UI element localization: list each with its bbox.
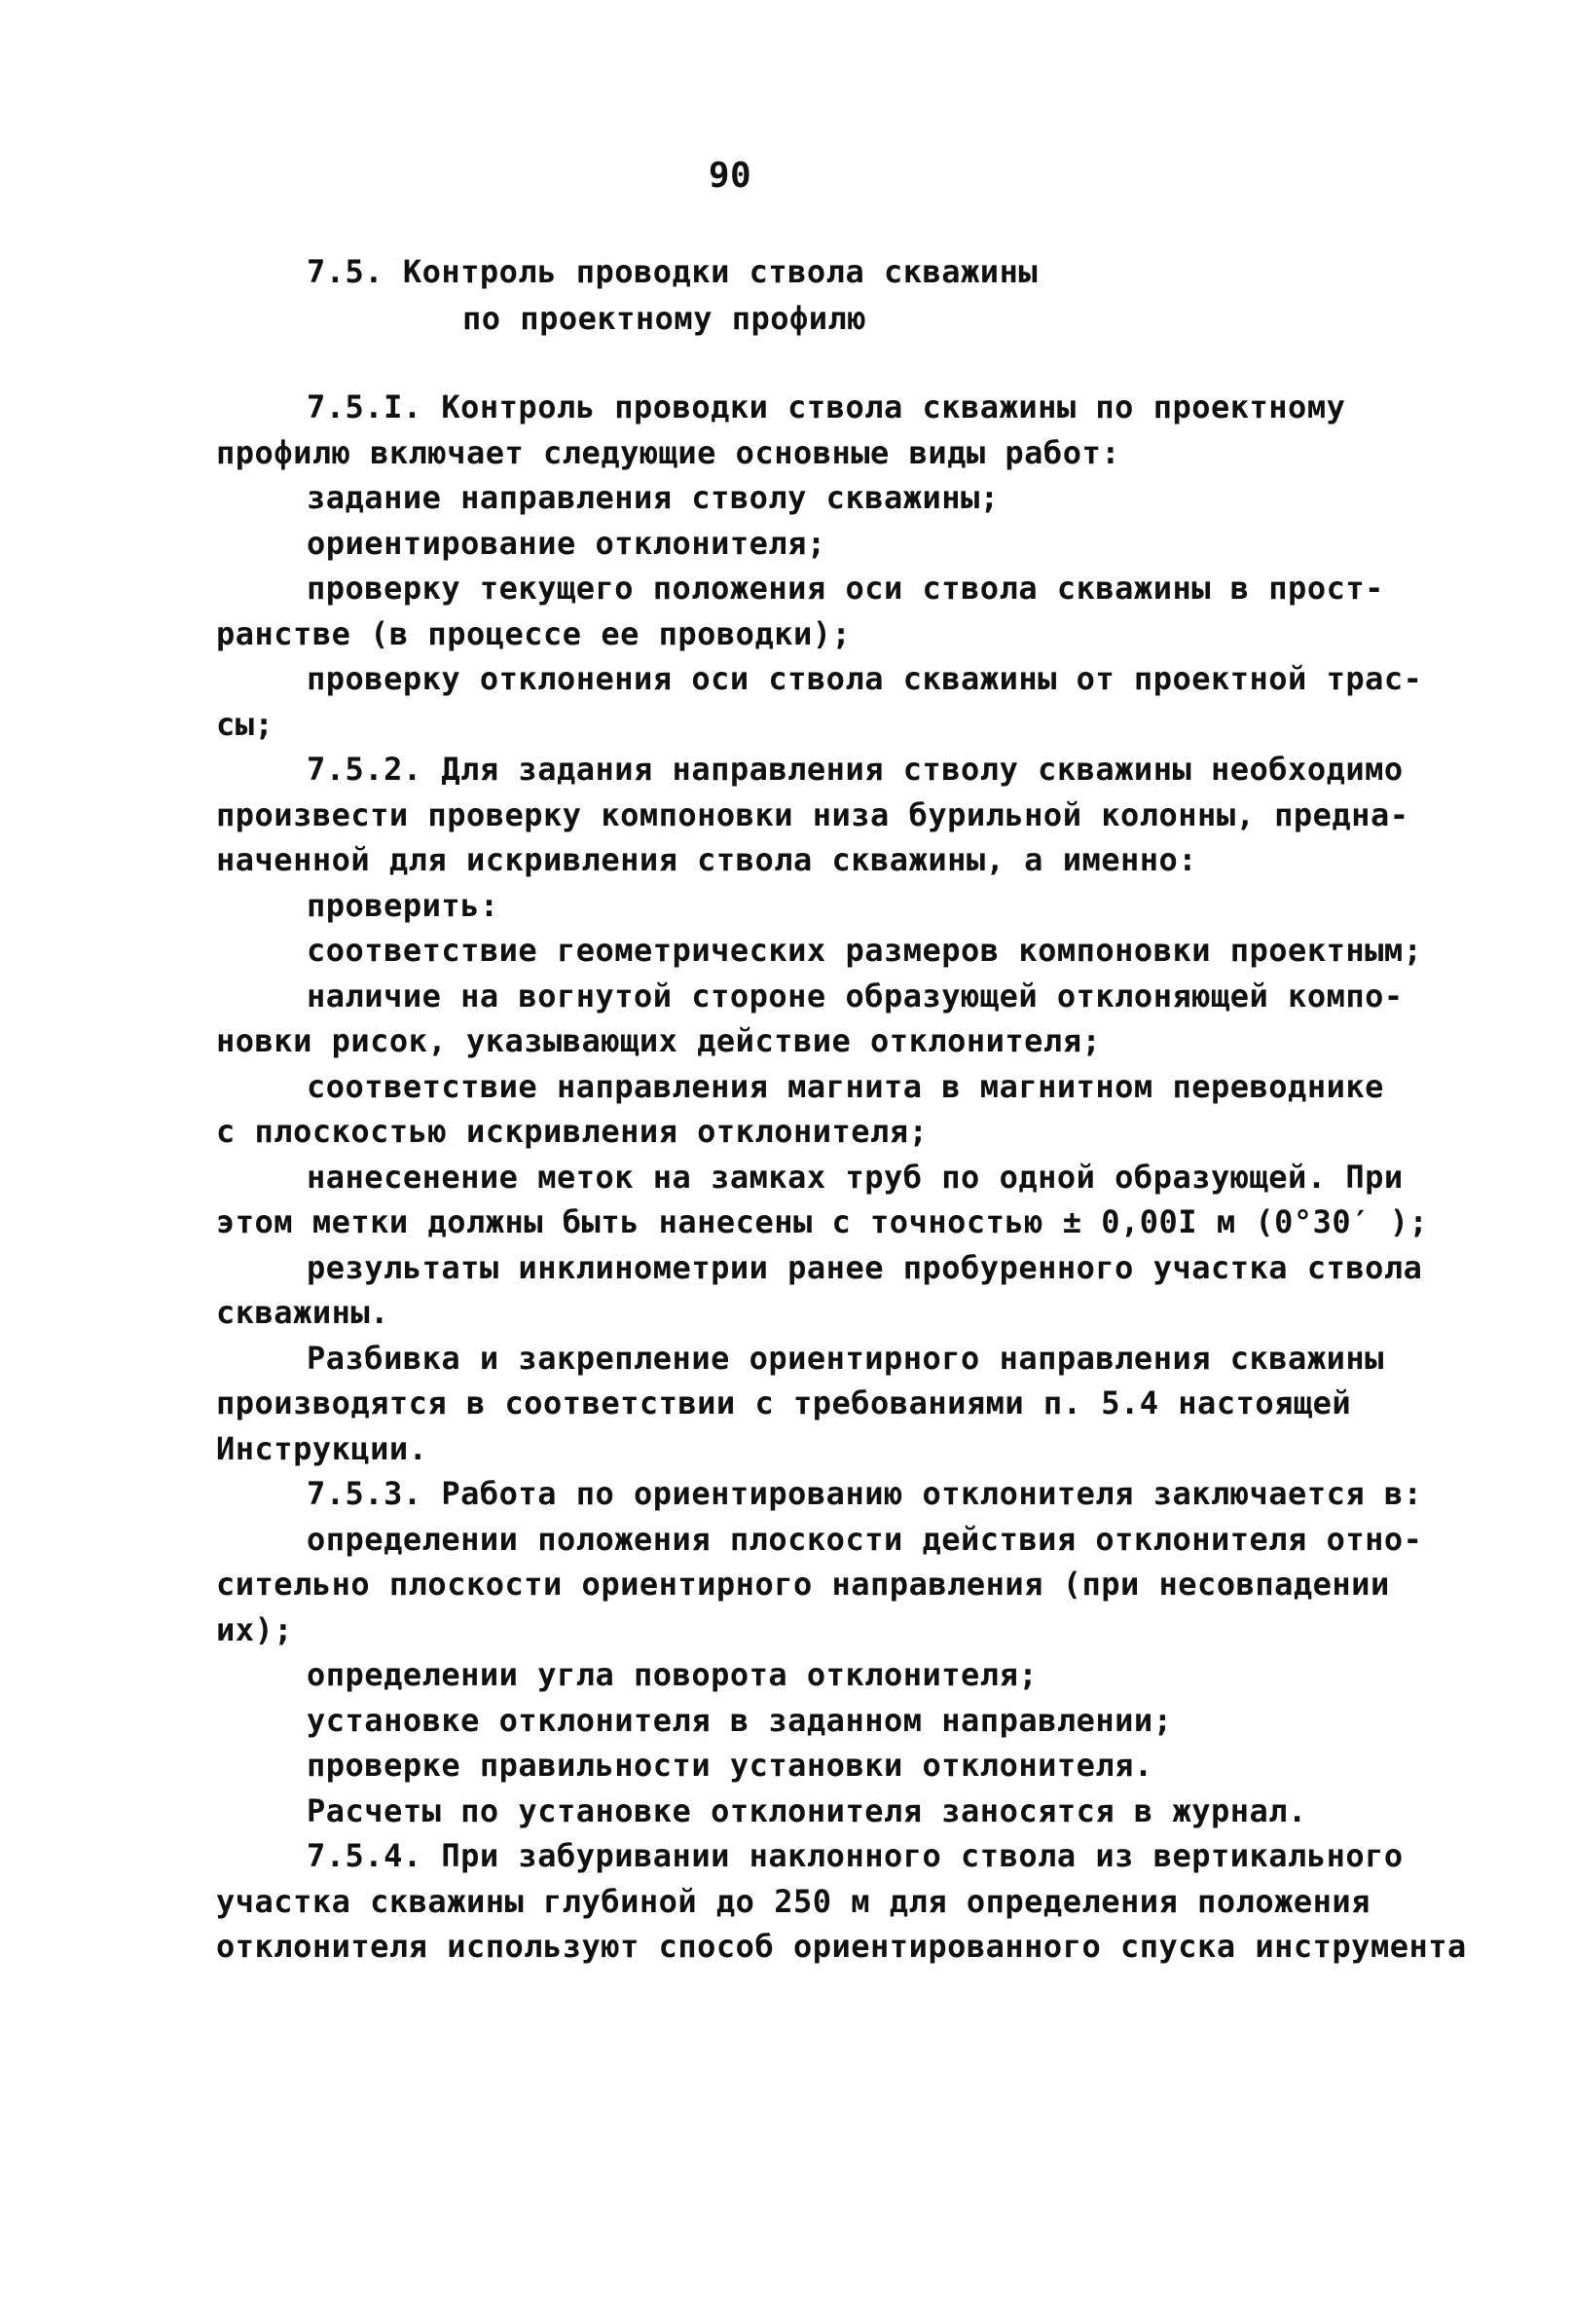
text-line: Расчеты по установке отклонителя заносятся в журнал.	[307, 1791, 1307, 1829]
section-heading-line-1: 7.5. Контроль проводки ствола скважины	[307, 253, 1039, 290]
text-line: скважины.	[216, 1294, 389, 1331]
section-heading	[307, 248, 1038, 342]
text-line: профилю включает следующие основные виды работ:	[216, 433, 1120, 471]
text-line: Инструкции.	[216, 1429, 428, 1467]
text-line: 7.5.4. При забуривании наклонного ствола из вертикального	[307, 1837, 1404, 1874]
text-line: сы;	[216, 705, 274, 743]
page-number: 90	[708, 156, 752, 196]
text-line: результаты инклинометрии ранее пробуренного участка ствола	[307, 1248, 1423, 1286]
text-line: наченной для искривления ствола скважины, а именно:	[216, 841, 1198, 878]
text-line: произвести проверку компоновки низа бурильной колонны, предна-	[216, 795, 1409, 833]
text-line: их);	[216, 1610, 294, 1648]
text-line: этом метки должны быть нанесены с точностью ± 0,00I м (0°30′ );	[216, 1203, 1429, 1240]
text-line: проверку отклонения оси ствола скважины от проектной трас-	[307, 660, 1423, 697]
text-line: ориентирование отклонителя;	[307, 524, 826, 562]
text-line: проверить:	[307, 886, 499, 924]
text-line: определении угла поворота отклонителя;	[307, 1656, 1039, 1693]
text-line: нанесенение меток на замках труб по одной образующей. При	[307, 1158, 1404, 1196]
text-line: новки рисок, указывающих действие отклонителя;	[216, 1022, 1102, 1059]
text-line: отклонителя используют способ ориентированного спуска инструмента	[216, 1928, 1467, 1965]
text-line: наличие на вогнутой стороне образующей отклоняющей компо-	[307, 977, 1404, 1014]
text-line: 7.5.I. Контроль проводки ствола скважины по проектному	[307, 388, 1346, 425]
text-line: проверке правильности установки отклонителя.	[307, 1747, 1153, 1784]
text-line: с плоскостью искривления отклонителя;	[216, 1113, 929, 1150]
text-line: 7.5.3. Работа по ориентированию отклонителя заключается в:	[307, 1475, 1423, 1512]
text-line: задание направления стволу скважины;	[307, 479, 1000, 516]
text-line: соответствие направления магнита в магнитном переводнике	[307, 1067, 1384, 1105]
text-line: участка скважины глубиной до 250 м для определения положения	[216, 1882, 1371, 1920]
section-heading-line-2: по проектному профилю	[462, 300, 867, 337]
text-line: Разбивка и закрепление ориентирного направления скважины	[307, 1339, 1384, 1377]
text-line: определении положения плоскости действия отклонителя отно-	[307, 1520, 1423, 1558]
text-line: сительно плоскости ориентирного направления (при несовпадении	[216, 1566, 1390, 1603]
text-line: установке отклонителя в заданном направлении;	[307, 1701, 1173, 1739]
text-line: ранстве (в процессе ее проводки);	[216, 614, 852, 652]
text-line: проверку текущего положения оси ствола скважины в прост-	[307, 570, 1384, 607]
text-line: соответствие геометрических размеров компоновки проектным;	[307, 932, 1423, 969]
text-line: 7.5.2. Для задания направления стволу скважины необходимо	[307, 751, 1404, 788]
text-line: производятся в соответствии с требованиями п. 5.4 настоящей	[216, 1384, 1352, 1421]
body-text	[216, 385, 1467, 1970]
